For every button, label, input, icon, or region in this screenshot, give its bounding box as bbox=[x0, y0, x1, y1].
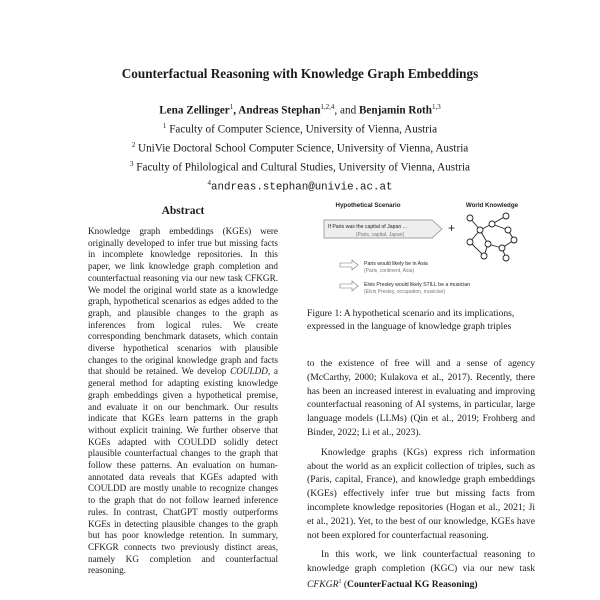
abstract-text: Knowledge graph embeddings (KGEs) were originally developed to infer true but missing facts in incomplete knowledge repositories. In this paper, we link knowledge graph completion and counterfactual reasoning via our new task CFKGR. We model the original world state as a knowledge graph, hypothetical scenarios as edges added to the graph, and plausible changes to the graph as inferences from logical rules. We create corresponding benchmark datasets, which contain diverse hypothetical scenarios with plausible changes to the original knowledge graph and facts that should be retained. We develop COULDD, a general method for adapting existing knowledge graph embeddings given a hypothetical premise, and evaluate it on our benchmark. Our results indicate that KGEs learn patterns in the graph without explicit training. We further observe that KGEs adapted with COULDD solidly detect plausible counterfactual changes to the graph that follow these patterns. An evaluation on human-annotated data reveals that KGEs adapted with COULDD are mostly unable to recognize changes to the graph that do not follow learned inference rules. In contrast, ChatGPT mostly outperforms KGEs in detecting plausible changes to the graph but has poor knowledge retention. In summary, CFKGR connects two previously distinct areas, namely KG completion and counterfactual reasoning. bbox=[88, 226, 279, 576]
inference-2-triple: (Elvis Presley, occupation, musician) bbox=[364, 289, 446, 295]
paper-title: Counterfactual Reasoning with Knowledge Graph Embeddings bbox=[121, 66, 479, 81]
world-knowledge-label: World Knowledge bbox=[465, 202, 519, 209]
knowledge-graph-icon bbox=[467, 213, 517, 261]
body-text bbox=[307, 357, 535, 598]
body-paragraph: to the existence of free will and a sense of agency (McCarthy, 2000; Kulakova et al., 2017). Recently, there has been an increased interest in evaluating and improving counterfactual reasoning of AI systems, in particular, large language models (LLMs) (Qin et al., 2019; Frohberg and Binder, 2022; Li et al., 2023). bbox=[307, 358, 535, 438]
inference-arrow-icon bbox=[340, 260, 358, 270]
affiliation: $^2$ UniVie Doctoral School Computer Science, University of Vienna, Austria bbox=[131, 141, 469, 155]
body-paragraph: Knowledge graphs (KGs) express rich information about the world as an explicit collection of triples, such as (Paris, capital, France), and knowledge graph embeddings (KGEs) effectively infer true but missing facts from incomplete knowledge repositories (Hogan et al., 2021; Ji et al., 2021). Yet, to the best of our knowledge, KGEs have not been explored for counterfactual reasoning. bbox=[307, 446, 535, 541]
abstract-heading: Abstract bbox=[161, 205, 205, 217]
premise-triple: (Paris, capital, Japan) bbox=[355, 232, 405, 238]
body-paragraph: In this work, we link counterfactual reasoning to knowledge graph completion (KGC) via our new task CFKGR$^1$ (CounterFactual KG Reasoning) bbox=[307, 549, 535, 591]
figure-caption: Figure 1: A hypothetical scenario and its implications, expressed in the language of knowledge graph triples bbox=[307, 308, 515, 332]
author-email: $^4$andreas.stephan@univie.ac.at bbox=[207, 179, 393, 194]
affiliation: $^3$ Faculty of Philological and Cultural Studies, University of Vienna, Austria bbox=[129, 160, 471, 174]
affiliation: $^1$ Faculty of Computer Science, University of Vienna, Austria bbox=[162, 122, 438, 136]
author-name: Andreas Stephan bbox=[238, 104, 321, 117]
premise-text: If Paris was the capital of Japan ... bbox=[328, 224, 408, 230]
plus-sign: + bbox=[448, 221, 456, 235]
author-name: Benjamin Roth bbox=[358, 104, 433, 117]
figure-1-illustration bbox=[320, 198, 524, 306]
inference-2-text: Elvis Presley would likely STILL be a musician bbox=[364, 282, 471, 288]
author-names: Lena Zellinger$^1$, Andreas Stephan$^{1,2,4}$, and Benjamin Roth$^{1,3}$ bbox=[159, 103, 441, 117]
inference-1-triple: (Paris, continent, Asia) bbox=[364, 268, 415, 274]
retention-arrow-icon bbox=[340, 281, 358, 291]
hypothetical-scenario-label: Hypothetical Scenario bbox=[335, 202, 401, 209]
author-name: Lena Zellinger bbox=[159, 104, 230, 117]
inference-1-text: Paris would likely be in Asia bbox=[364, 261, 428, 267]
author-block bbox=[0, 100, 600, 196]
